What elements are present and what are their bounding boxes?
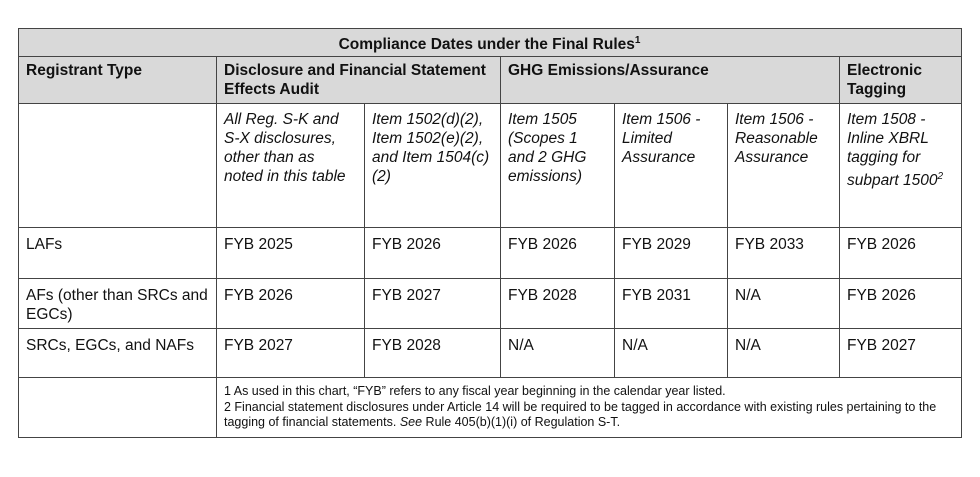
date-cell: FYB 2026	[217, 279, 365, 329]
date-cell: FYB 2031	[615, 279, 728, 329]
subheader-all-disclosures: All Reg. S-K and S-X disclosures, other than as noted in this table	[217, 104, 365, 228]
date-cell: FYB 2027	[840, 329, 962, 378]
date-cell: N/A	[615, 329, 728, 378]
footnotes-cell	[217, 378, 962, 438]
footnotes-row	[19, 378, 962, 438]
item-subheader-row	[19, 104, 962, 228]
registrant-type-cell: LAFs	[19, 228, 217, 279]
compliance-dates-table	[18, 28, 962, 438]
subheader-item-1508-text: Item 1508 - Inline XBRL tagging for subpart 1500	[847, 111, 938, 190]
electronic-tagging-header: Electronic Tagging	[840, 57, 962, 104]
disclosure-audit-header: Disclosure and Financial Statement Effects Audit	[217, 57, 501, 104]
table-title	[19, 29, 962, 57]
table-title-row	[19, 29, 962, 57]
date-cell: FYB 2029	[615, 228, 728, 279]
footnote-2-see: See	[399, 415, 423, 430]
subheader-blank	[19, 104, 217, 228]
ghg-emissions-header: GHG Emissions/Assurance	[501, 57, 840, 104]
title-footnote-mark: 1	[634, 35, 641, 46]
date-cell: FYB 2033	[728, 228, 840, 279]
subheader-item-1506-reasonable: Item 1506 - Reasonable Assurance	[728, 104, 840, 228]
table-title-text: Compliance Dates under the Final Rules	[338, 36, 635, 54]
subheader-footnote-mark: 2	[937, 171, 944, 183]
table-row	[19, 279, 962, 329]
footnotes-blank	[19, 378, 217, 438]
date-cell: FYB 2026	[840, 228, 962, 279]
registrant-type-cell: AFs (other than SRCs and EGCs)	[19, 279, 217, 329]
subheader-item-1506-limited: Item 1506 - Limited Assurance	[615, 104, 728, 228]
date-cell: FYB 2027	[217, 329, 365, 378]
subheader-item-1502: Item 1502(d)(2), Item 1502(e)(2), and Item 1504(c)(2)	[365, 104, 501, 228]
date-cell: FYB 2025	[217, 228, 365, 279]
subheader-item-1505: Item 1505 (Scopes 1 and 2 GHG emissions)	[501, 104, 615, 228]
date-cell: N/A	[501, 329, 615, 378]
date-cell: FYB 2028	[501, 279, 615, 329]
column-group-header-row	[19, 57, 962, 104]
date-cell: FYB 2028	[365, 329, 501, 378]
registrant-type-cell: SRCs, EGCs, and NAFs	[19, 329, 217, 378]
date-cell: N/A	[728, 279, 840, 329]
footnote-2-text: 2 Financial statement disclosures under Article 14 will be required to be tagged in accordance with existing rules pertaining to the tagging of financial statements.	[224, 399, 937, 430]
date-cell: FYB 2026	[840, 279, 962, 329]
date-cell: N/A	[728, 329, 840, 378]
footnote-2	[224, 400, 953, 431]
footnote-2-reference: Rule 405(b)(1)(i) of Regulation S-T.	[425, 415, 621, 430]
registrant-type-header: Registrant Type	[19, 57, 217, 104]
table-row	[19, 329, 962, 378]
date-cell: FYB 2026	[365, 228, 501, 279]
table-row	[19, 228, 962, 279]
date-cell: FYB 2026	[501, 228, 615, 279]
footnote-1: 1 As used in this chart, “FYB” refers to any fiscal year beginning in the calendar year listed.	[224, 384, 726, 399]
date-cell: FYB 2027	[365, 279, 501, 329]
subheader-item-1508	[840, 104, 962, 228]
